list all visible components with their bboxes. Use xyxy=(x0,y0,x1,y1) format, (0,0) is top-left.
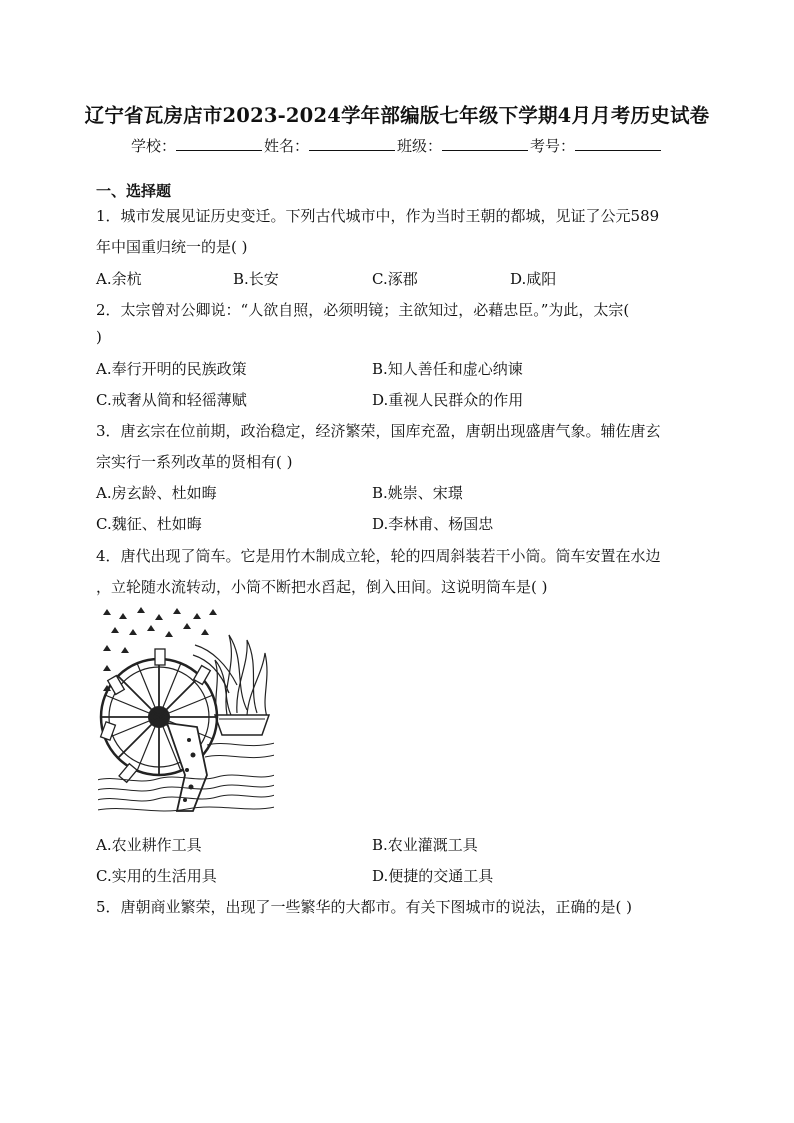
q3-stem-line2: 宗实行一系列改革的贤相有( ) xyxy=(96,453,293,471)
waterwheel-illustration xyxy=(97,605,275,818)
q1-option-c[interactable]: C.涿郡 xyxy=(372,270,418,288)
section-heading: 一、选择题 xyxy=(96,182,172,200)
q2-option-b[interactable]: B.知人善任和虚心纳谏 xyxy=(372,360,523,378)
q4-stem-line2: ，立轮随水流转动，小筒不断把水舀起，倒入田间。这说明筒车是( ) xyxy=(96,578,548,596)
q4-option-b[interactable]: B.农业灌溉工具 xyxy=(372,836,478,854)
q4-stem-line1: 4．唐代出现了筒车。它是用竹木制成立轮，轮的四周斜装若干小筒。筒车安置在水边 xyxy=(96,547,661,565)
q3-option-d[interactable]: D.李林甫、杨国忠 xyxy=(372,515,494,533)
q2-stem-line1: 2．太宗曾对公卿说：“人欲自照，必须明镜；主欲知过，必藉忠臣。”为此，太宗( xyxy=(96,301,630,319)
page-title: 辽宁省瓦房店市2023-2024学年部编版七年级下学期4月月考历史试卷 xyxy=(84,104,710,127)
name-label: 姓名： xyxy=(263,137,309,155)
class-label: 班级： xyxy=(397,137,443,155)
q4-option-a[interactable]: A.农业耕作工具 xyxy=(96,836,202,854)
name-blank[interactable] xyxy=(309,136,395,151)
q5-stem-line1: 5．唐朝商业繁荣，出现了一些繁华的大都市。有关下图城市的说法，正确的是( ) xyxy=(96,898,633,916)
q4-option-c[interactable]: C.实用的生活用具 xyxy=(96,867,217,885)
q1-option-a[interactable]: A.余杭 xyxy=(96,270,142,288)
q2-option-d[interactable]: D.重视人民群众的作用 xyxy=(372,391,524,409)
q3-stem-line1: 3．唐玄宗在位前期，政治稳定，经济繁荣，国库充盈，唐朝出现盛唐气象。辅佐唐玄 xyxy=(96,422,661,440)
school-blank[interactable] xyxy=(176,136,262,151)
school-label: 学校： xyxy=(130,137,176,155)
q3-option-b[interactable]: B.姚崇、宋璟 xyxy=(372,484,463,502)
student-info-line xyxy=(0,135,794,156)
q2-option-c[interactable]: C.戒奢从简和轻徭薄赋 xyxy=(96,391,247,409)
q3-option-c[interactable]: C.魏征、杜如晦 xyxy=(96,515,202,533)
q1-option-d[interactable]: D.咸阳 xyxy=(510,270,557,288)
q1-stem-line1: 1．城市发展见证历史变迁。下列古代城市中，作为当时王朝的都城，见证了公元589 xyxy=(96,207,660,225)
q2-option-a[interactable]: A.奉行开明的民族政策 xyxy=(96,360,247,378)
class-blank[interactable] xyxy=(442,136,528,151)
number-blank[interactable] xyxy=(575,136,661,151)
q1-stem-line2: 年中国重归统一的是( ) xyxy=(96,238,248,256)
number-label: 考号： xyxy=(530,137,576,155)
q2-stem-line2: ) xyxy=(96,328,102,346)
q4-option-d[interactable]: D.便捷的交通工具 xyxy=(372,867,494,885)
q1-option-b[interactable]: B.长安 xyxy=(233,270,279,288)
q3-option-a[interactable]: A.房玄龄、杜如晦 xyxy=(96,484,217,502)
